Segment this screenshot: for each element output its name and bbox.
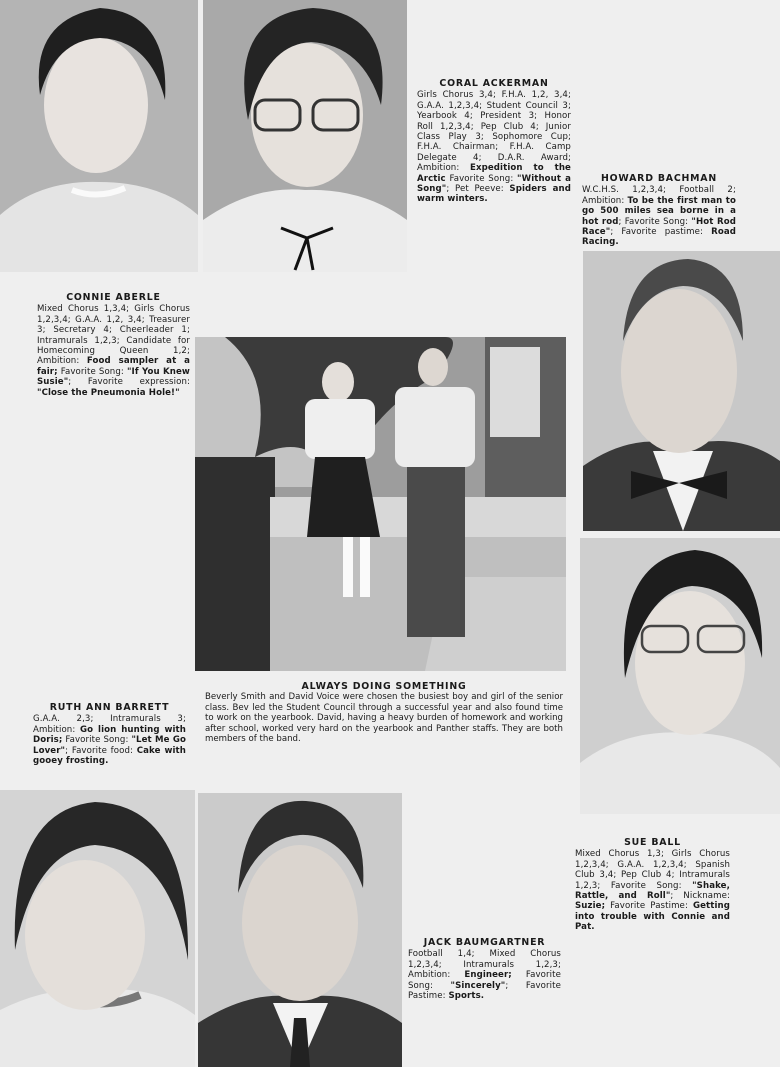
student-name: SUE BALL bbox=[624, 837, 681, 848]
bio-ruth-ann-barrett bbox=[33, 703, 186, 766]
portrait-howard-bachman bbox=[583, 251, 780, 531]
student-name: RUTH ANN BARRETT bbox=[49, 702, 170, 713]
ambition: Go lion hunting with Doris; bbox=[33, 724, 186, 746]
nickname: Suzie; bbox=[575, 901, 606, 912]
student-name: CORAL ACKERMAN bbox=[439, 78, 549, 89]
bio-howard-bachman bbox=[582, 174, 736, 248]
favorite-pastime: Sports. bbox=[448, 991, 485, 1002]
ambition: Engineer; bbox=[464, 970, 512, 981]
nickname-label: ; Nickname: bbox=[670, 891, 730, 902]
bio-connie-aberle bbox=[37, 293, 190, 398]
pet-peeve: Spiders and warm winters. bbox=[417, 184, 571, 205]
favorite-song: "Sincerely" bbox=[450, 980, 506, 991]
song-label: Favorite Song: bbox=[62, 735, 129, 746]
portrait-ruth-ann-barrett bbox=[0, 790, 195, 1067]
student-name: HOWARD BACHMAN bbox=[600, 173, 717, 184]
bio-jack-baumgartner bbox=[408, 938, 561, 1001]
portrait-sue-ball bbox=[580, 538, 780, 814]
favorite-expression: "Close the Pneumonia Hole!" bbox=[37, 387, 180, 398]
portrait-jack-baumgartner bbox=[198, 793, 402, 1067]
peeve-label: ; Pet Peeve: bbox=[446, 184, 504, 195]
favorite-song: "Shake, Rattle, and Roll" bbox=[575, 880, 730, 902]
favorite-pastime: Getting into trouble with Connie and Pat. bbox=[575, 901, 730, 933]
bio-text: Mixed Chorus 1,3,4; Girls Chorus 1,2,3,4; G.A.A. 1,2, 3,4; Treasurer 3; Secretary 4; Cheerleader 1; Intramurals 1,2,3; Candidate for Homecoming Queen 1,2; Ambition: bbox=[37, 304, 190, 367]
expression-label: ; Favorite expression: bbox=[68, 377, 190, 388]
bio-text: G.A.A. 2,3; Intramurals 3; Ambition: bbox=[33, 714, 186, 735]
favorite-pastime: Road Racing. bbox=[582, 227, 736, 248]
caption-title: ALWAYS DOING SOMETHING bbox=[301, 681, 467, 692]
bio-text: Mixed Chorus 1,3; Girls Chorus 1,2,3,4; G.A.A. 1,2,3,4; Spanish Club 3,4; Pep Club 4; Intramurals 1,2,3; Favorite Song: bbox=[575, 849, 730, 891]
bio-text: Football 1,4; Mixed Chorus 1,2,3,4; Intramurals 1,2,3; Ambition: bbox=[408, 949, 561, 981]
portrait-connie-aberle bbox=[0, 0, 198, 272]
song-label: Favorite Song: bbox=[57, 366, 124, 377]
favorite-song: "If You Knew Susie" bbox=[37, 366, 190, 388]
ambition: Food sampler at a fair; bbox=[37, 356, 190, 377]
student-name: CONNIE ABERLE bbox=[66, 292, 161, 303]
favorite-song: "Let Me Go Lover" bbox=[33, 735, 186, 756]
favorite-song: "Without a Song" bbox=[417, 173, 571, 195]
favorite-food: Cake with gooey frosting. bbox=[33, 745, 186, 767]
ambition: To be the first man to go 500 miles sea borne in a hot rod bbox=[582, 195, 736, 227]
pastime-label: ; Favorite pastime: bbox=[610, 227, 703, 238]
bio-text: W.C.H.S. 1,2,3,4; Football 2; Ambition: bbox=[582, 185, 736, 206]
favorite-song: "Hot Rod Race" bbox=[582, 216, 736, 238]
pastime-label: Favorite Pastime: bbox=[605, 901, 688, 912]
student-name: JACK BAUMGARTNER bbox=[423, 937, 546, 948]
bio-coral-ackerman bbox=[417, 79, 571, 205]
photo-caption bbox=[205, 682, 563, 744]
portrait-coral-ackerman bbox=[203, 0, 407, 272]
ambition: Expedition to the Arctic bbox=[417, 163, 571, 184]
bio-sue-ball bbox=[575, 838, 730, 933]
song-label: Favorite Song: bbox=[449, 173, 514, 184]
song-label: ; Favorite Song: bbox=[618, 216, 689, 227]
food-label: ; Favorite food: bbox=[65, 745, 134, 756]
bio-text: Girls Chorus 3,4; F.H.A. 1,2, 3,4; G.A.A. 1,2,3,4; Student Council 3; Yearbook 4; President 3; Honor Roll 1,2,3,4; Pep Club 4; Junior Class Play 3; Sophomore Cup; F.H.A. Chairman; F.H.A. Camp Delegate 4; D.A.R. Award; Ambition: bbox=[417, 90, 571, 174]
caption-text: Beverly Smith and David Voice were chosen the busiest boy and girl of the senior class. Bev led the Student Council through a successful year and also found time to work on the yearbook. David, having a heavy burden of homework and working after school, worked very hard on the yearbook and Panther staffs. They are both members of the band. bbox=[205, 692, 563, 745]
pastime-label: ; Favorite Pastime: bbox=[408, 980, 561, 1002]
song-label: Favorite Song: bbox=[408, 970, 561, 991]
candid-photo bbox=[195, 337, 566, 671]
